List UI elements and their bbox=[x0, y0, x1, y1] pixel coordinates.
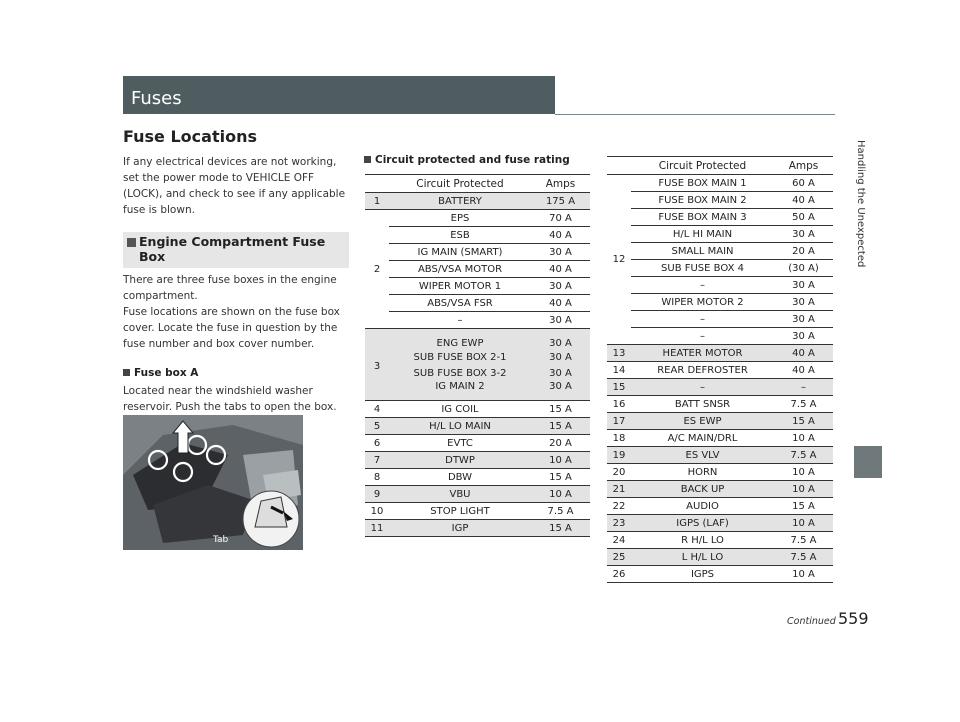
table-row: ABS/VSA MOTOR 40 A bbox=[365, 261, 590, 278]
table-row: 3 ENG EWP 30 A bbox=[365, 329, 590, 350]
subsection-title: Engine Compartment Fuse Box bbox=[139, 234, 326, 264]
table-row: 12 FUSE BOX MAIN 1 60 A bbox=[607, 175, 833, 192]
title-rule bbox=[555, 114, 835, 115]
table-row: 16 BATT SNSR 7.5 A bbox=[607, 396, 833, 413]
table-row: 13 HEATER MOTOR 40 A bbox=[607, 345, 833, 362]
table-row: 14 REAR DEFROSTER 40 A bbox=[607, 362, 833, 379]
square-bullet-icon bbox=[364, 156, 371, 163]
table-row: 26 IGPS 10 A bbox=[607, 566, 833, 583]
engine-compartment-photo bbox=[123, 415, 303, 550]
table-header-row bbox=[607, 157, 833, 175]
continued-label: Continued bbox=[787, 616, 836, 627]
intro-text: If any electrical devices are not working, set the power mode to VEHICLE OFF (LOCK), and check to see if any applicable fuse is blown. bbox=[123, 156, 346, 216]
table-row: 20 HORN 10 A bbox=[607, 464, 833, 481]
col-amps-header: Amps bbox=[774, 157, 833, 175]
fuse-box-a-text: Located near the windshield washer reservoir. Push the tabs to open the box. bbox=[123, 385, 337, 413]
table-row: 5 H/L LO MAIN 15 A bbox=[365, 418, 590, 435]
para-line-2: Fuse locations are shown on the fuse box cover. Locate the fuse in question by the fuse number and box cover number. bbox=[123, 306, 340, 350]
table-row: 4 IG COIL 15 A bbox=[365, 401, 590, 418]
para-line-1: There are three fuse boxes in the engine compartment. bbox=[123, 274, 337, 302]
table-row: – 30 A bbox=[607, 311, 833, 328]
fuse-table-1 bbox=[365, 174, 590, 537]
table-row: ESB 40 A bbox=[365, 227, 590, 244]
table-row: – 30 A bbox=[365, 312, 590, 329]
section-title: Fuses bbox=[131, 88, 182, 109]
col-amps-header: Amps bbox=[531, 175, 590, 193]
table-row: 25 L H/L LO 7.5 A bbox=[607, 549, 833, 566]
table-row: – 30 A bbox=[607, 277, 833, 294]
table-row: – 30 A bbox=[607, 328, 833, 345]
table-row: SUB FUSE BOX 2-1 30 A bbox=[365, 349, 590, 365]
table-row: 7 DTWP 10 A bbox=[365, 452, 590, 469]
table-row: 24 R H/L LO 7.5 A bbox=[607, 532, 833, 549]
table-row: SMALL MAIN 20 A bbox=[607, 243, 833, 260]
table-row: WIPER MOTOR 1 30 A bbox=[365, 278, 590, 295]
table-row: 23 IGPS (LAF) 10 A bbox=[607, 515, 833, 532]
table-row: SUB FUSE BOX 3-2 30 A bbox=[365, 365, 590, 381]
side-tab-marker bbox=[854, 446, 882, 478]
table-row: SUB FUSE BOX 4 (30 A) bbox=[607, 260, 833, 277]
col-circuit-header: Circuit Protected bbox=[389, 175, 531, 193]
table-row: IG MAIN 2 30 A bbox=[365, 381, 590, 401]
table-row: 2 EPS 70 A bbox=[365, 210, 590, 227]
table-row: 19 ES VLV 7.5 A bbox=[607, 447, 833, 464]
table-header-row bbox=[365, 175, 590, 193]
page-number: 559 bbox=[838, 609, 869, 628]
table-row: 9 VBU 10 A bbox=[365, 486, 590, 503]
page-title: Fuse Locations bbox=[123, 127, 257, 146]
table-row: WIPER MOTOR 2 30 A bbox=[607, 294, 833, 311]
table-row: 8 DBW 15 A bbox=[365, 469, 590, 486]
table-heading: Circuit protected and fuse rating bbox=[364, 154, 570, 166]
table-row: IG MAIN (SMART) 30 A bbox=[365, 244, 590, 261]
fuse-table-2 bbox=[607, 156, 833, 583]
table-row: H/L HI MAIN 30 A bbox=[607, 226, 833, 243]
engine-photo-graphic bbox=[123, 415, 303, 550]
table-row: ABS/VSA FSR 40 A bbox=[365, 295, 590, 312]
section-title-bar bbox=[123, 76, 555, 114]
table-row: 22 AUDIO 15 A bbox=[607, 498, 833, 515]
table-row: 1 BATTERY 175 A bbox=[365, 193, 590, 210]
fuse-box-a-heading: Fuse box A bbox=[123, 367, 198, 379]
fuse-box-description bbox=[123, 272, 353, 352]
table-row: 15 – – bbox=[607, 379, 833, 396]
subsection-heading bbox=[123, 232, 349, 268]
table-row: FUSE BOX MAIN 2 40 A bbox=[607, 192, 833, 209]
table-row: 21 BACK UP 10 A bbox=[607, 481, 833, 498]
table-row: 18 A/C MAIN/DRL 10 A bbox=[607, 430, 833, 447]
square-bullet-icon bbox=[127, 238, 136, 247]
table-row: 17 ES EWP 15 A bbox=[607, 413, 833, 430]
side-section-label: Handling the Unexpected bbox=[855, 140, 866, 268]
square-bullet-icon bbox=[123, 369, 130, 376]
table-row: 10 STOP LIGHT 7.5 A bbox=[365, 503, 590, 520]
table-row: FUSE BOX MAIN 3 50 A bbox=[607, 209, 833, 226]
col-circuit-header: Circuit Protected bbox=[631, 157, 774, 175]
table-row: 6 EVTC 20 A bbox=[365, 435, 590, 452]
tab-callout-label: Tab bbox=[213, 535, 229, 545]
table-row: 11 IGP 15 A bbox=[365, 520, 590, 537]
